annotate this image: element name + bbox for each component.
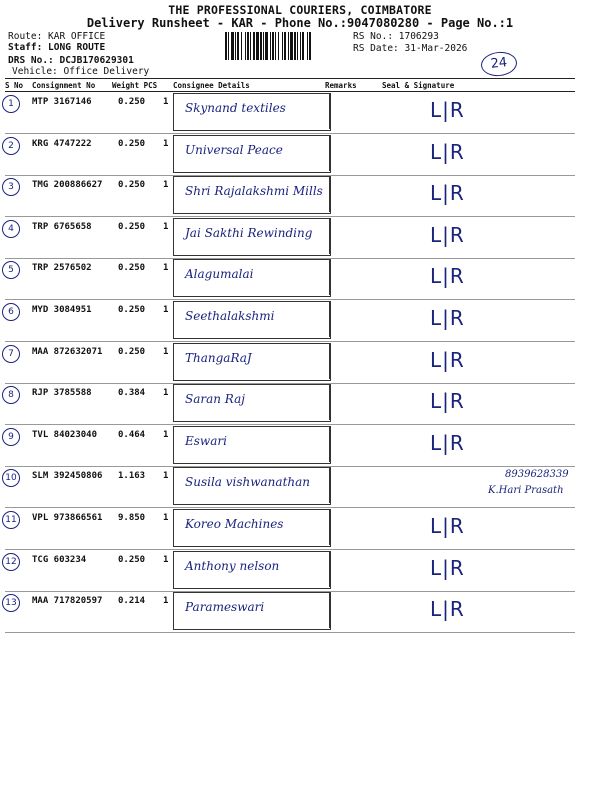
consignment-number: TCG 603234 [32, 554, 87, 565]
row-number: 7 [2, 345, 20, 363]
row-number: 11 [2, 511, 20, 529]
weight-value: 0.250 [118, 305, 146, 315]
row-number: 2 [2, 137, 20, 155]
pcs-value: 1 [163, 554, 169, 565]
delivery-signature: L|R [430, 597, 465, 622]
table-row [0, 218, 600, 260]
weight-value: 0.214 [118, 596, 146, 607]
row-number: 9 [2, 428, 20, 446]
row-number: 13 [2, 594, 20, 612]
table-row [0, 426, 600, 468]
weight-value: 0.250 [118, 263, 146, 274]
table-row [0, 467, 600, 509]
consignee-handwritten: Skynand textiles [185, 101, 286, 115]
delivery-signature: L|R [430, 389, 465, 414]
consignment-number: MYD 3084951 [32, 305, 92, 315]
delivery-signature: L|R [430, 306, 465, 330]
company-title: THE PROFESSIONAL COURIERS, COIMBATORE [168, 3, 432, 17]
pcs-value: 1 [163, 346, 169, 357]
staff-label: Staff: LONG ROUTE [8, 42, 106, 53]
header-rule-top [5, 78, 575, 79]
remarks-divider [329, 343, 330, 379]
pcs-value: 1 [163, 138, 169, 149]
remarks-divider [329, 135, 330, 171]
weight-value: 0.250 [118, 554, 146, 565]
consignee-handwritten: Alagumalai [185, 267, 254, 282]
table-row [0, 592, 600, 634]
remarks-divider [329, 426, 330, 462]
pcs-value: 1 [163, 471, 169, 482]
table-row [0, 384, 600, 426]
table-row [0, 301, 600, 343]
remarks-divider [329, 301, 330, 337]
consignee-handwritten: Jai Sakthi Rewinding [185, 225, 313, 240]
weight-value: 0.250 [118, 97, 146, 107]
vehicle-label: Vehicle: Office Delivery [12, 66, 150, 77]
pcs-value: 1 [163, 513, 169, 523]
consignment-number: SLM 392450806 [32, 471, 103, 482]
runsheet-subtitle: Delivery Runsheet - KAR - Phone No.:9047080280 - Page No.:1 [86, 16, 514, 30]
consignee-handwritten: Eswari [185, 433, 227, 448]
table-row [0, 93, 600, 135]
pcs-value: 1 [163, 221, 169, 232]
row-number: 3 [2, 178, 20, 196]
table-row [0, 509, 600, 551]
consignee-handwritten: Koreo Machines [185, 517, 284, 531]
table-row [0, 259, 600, 301]
delivery-signature: L|R [430, 555, 465, 580]
remarks-divider [329, 509, 330, 545]
row-number: 12 [2, 553, 20, 571]
consignee-handwritten: Anthony nelson [185, 558, 280, 573]
delivery-signature: L|R [430, 222, 465, 247]
consignee-handwritten: Shri Rajalakshmi Mills [185, 184, 323, 199]
weight-value: 0.250 [118, 346, 146, 357]
row-number: 5 [2, 261, 20, 279]
consignment-number: MAA 872632071 [32, 346, 103, 357]
handwritten-phone: 8939628339 [505, 469, 569, 481]
delivery-signature: L|R [430, 181, 465, 206]
col-remarks: Remarks [325, 81, 357, 90]
handwritten-receiver-name: K.Hari Prasath [488, 485, 564, 497]
remarks-divider [329, 384, 330, 420]
delivery-signature: L|R [430, 98, 465, 122]
rs-number: RS No.: 1706293 [353, 31, 439, 42]
row-number: 10 [2, 469, 20, 487]
pcs-value: 1 [163, 97, 169, 107]
consignment-number: MAA 717820597 [32, 596, 103, 607]
pcs-value: 1 [163, 263, 169, 274]
consignment-number: TRP 2576502 [32, 263, 92, 274]
weight-value: 0.250 [118, 180, 146, 191]
table-row [0, 343, 600, 385]
remarks-divider [329, 551, 330, 587]
weight-value: 0.250 [118, 221, 146, 232]
table-row [0, 135, 600, 177]
row-number: 8 [2, 386, 20, 404]
delivery-signature: L|R [430, 430, 465, 455]
consignee-handwritten: Seethalakshmi [185, 309, 275, 323]
table-row [0, 551, 600, 593]
consignment-number: VPL 973866561 [32, 513, 103, 523]
consignment-number: KRG 4747222 [32, 138, 92, 149]
consignment-number: TVL 84023040 [32, 429, 98, 440]
consignment-number: MTP 3167146 [32, 97, 92, 107]
row-number: 6 [2, 303, 20, 321]
route-label: Route: KAR OFFICE [8, 31, 106, 42]
pcs-value: 1 [163, 305, 169, 315]
remarks-divider [329, 93, 330, 129]
col-consignee: Consignee Details [173, 81, 250, 90]
pcs-value: 1 [163, 388, 169, 399]
consignee-handwritten: Susila vishwanathan [185, 475, 310, 490]
delivery-signature: L|R [430, 139, 465, 164]
barcode [224, 32, 350, 60]
consignee-handwritten: Saran Raj [185, 392, 245, 407]
weight-value: 1.163 [118, 471, 146, 482]
consignment-number: TRP 6765658 [32, 221, 92, 232]
header-rule-bottom [5, 91, 575, 92]
consignee-handwritten: Universal Peace [185, 142, 283, 157]
pcs-value: 1 [163, 429, 169, 440]
weight-value: 0.384 [118, 388, 146, 399]
remarks-divider [329, 176, 330, 212]
consignee-handwritten: Parameswari [185, 600, 265, 615]
col-seal: Seal & Signature [382, 81, 455, 90]
delivery-signature: L|R [430, 514, 465, 538]
page-count-mark: 24 [480, 50, 518, 78]
pcs-value: 1 [163, 596, 169, 607]
row-number: 4 [2, 220, 20, 238]
remarks-divider [329, 467, 330, 503]
weight-value: 0.464 [118, 429, 146, 440]
col-weight-pcs: Weight PCS [112, 81, 158, 90]
delivery-signature: L|R [430, 264, 465, 289]
weight-value: 9.850 [118, 513, 146, 523]
consignee-handwritten: ThangaRaJ [185, 350, 252, 365]
weight-value: 0.250 [118, 138, 146, 149]
remarks-divider [329, 259, 330, 295]
rs-date: RS Date: 31-Mar-2026 [353, 43, 468, 54]
row-number: 1 [2, 95, 20, 113]
pcs-value: 1 [163, 180, 169, 191]
consignment-number: RJP 3785588 [32, 388, 92, 399]
remarks-divider [329, 218, 330, 254]
remarks-divider [329, 592, 330, 628]
col-sno: S No [5, 81, 24, 90]
col-consignment: Consignment No [32, 81, 96, 90]
delivery-signature: L|R [430, 347, 465, 372]
consignment-number: TMG 200886627 [32, 180, 103, 191]
table-row [0, 176, 600, 218]
row-divider [5, 632, 575, 633]
drs-number: DRS No.: DCJB170629301 [8, 55, 134, 66]
